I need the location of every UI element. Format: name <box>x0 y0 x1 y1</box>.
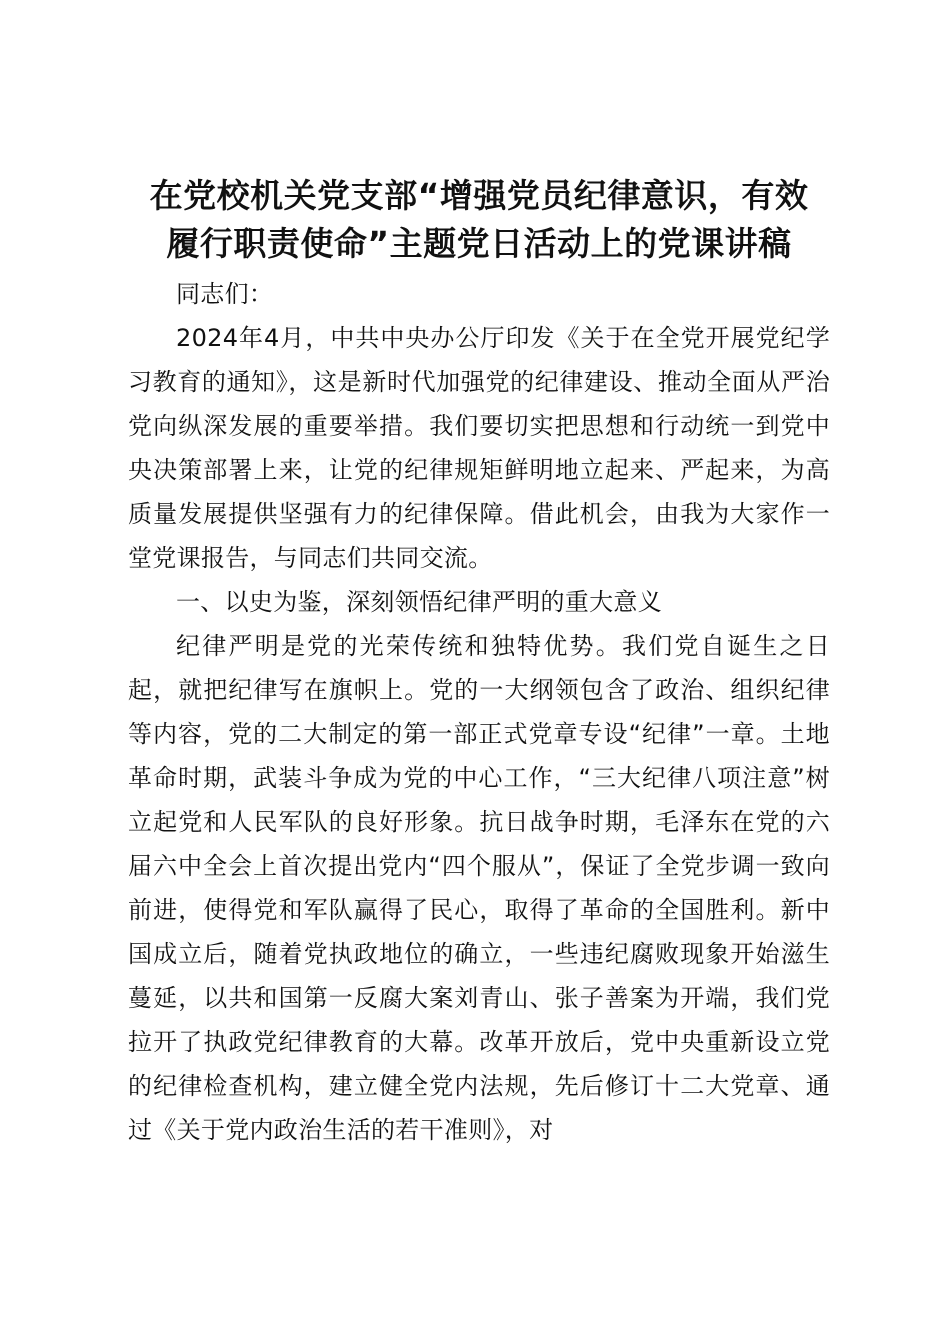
paragraph-history: 纪律严明是党的光荣传统和独特优势。我们党自诞生之日起，就把纪律写在旗帜上。党的一大纲领包含了政治、组织纪律等内容，党的二大制定的第一部正式党章专设“纪律”一章。土地革命时期，武装斗争成为党的中心工作，“三大纪律八项注意”树立起党和人民军队的良好形象。抗日战争时期，毛泽东在党的六届六中全会上首次提出党内“四个服从”，保证了全党步调一致向前进，使得党和军队赢得了民心，取得了革命的全国胜利。新中国成立后，随着党执政地位的确立，一些违纪腐败现象开始滋生蔓延，以共和国第一反腐大案刘青山、张子善案为开端，我们党拉开了执政党纪律教育的大幕。改革开放后，党中央重新设立党的纪律检查机构，建立健全党内法规，先后修订十二大党章、通过《关于党内政治生活的若干准则》，对 <box>128 632 830 1144</box>
section-heading-1: 一、以史为鉴，深刻领悟纪律严明的重大意义 <box>176 588 662 616</box>
title-line-1: 在党校机关党支部“增强党员纪律意识，有效 <box>149 176 809 215</box>
paragraph-intro: 2024年4月，中共中央办公厅印发《关于在全党开展党纪学习教育的通知》，这是新时代加强党的纪律建设、推动全面从严治党向纵深发展的重要举措。我们要切实把思想和行动统一到党中央决策部署上来，让党的纪律规矩鲜明地立起来、严起来，为高质量发展提供坚强有力的纪律保障。借此机会，由我为大家作一堂党课报告，与同志们共同交流。 <box>128 324 830 572</box>
title-line-2: 履行职责使命”主题党日活动上的党课讲稿 <box>166 224 792 263</box>
salutation: 同志们： <box>176 280 274 308</box>
document-body <box>128 272 830 1152</box>
document-title <box>128 172 830 268</box>
